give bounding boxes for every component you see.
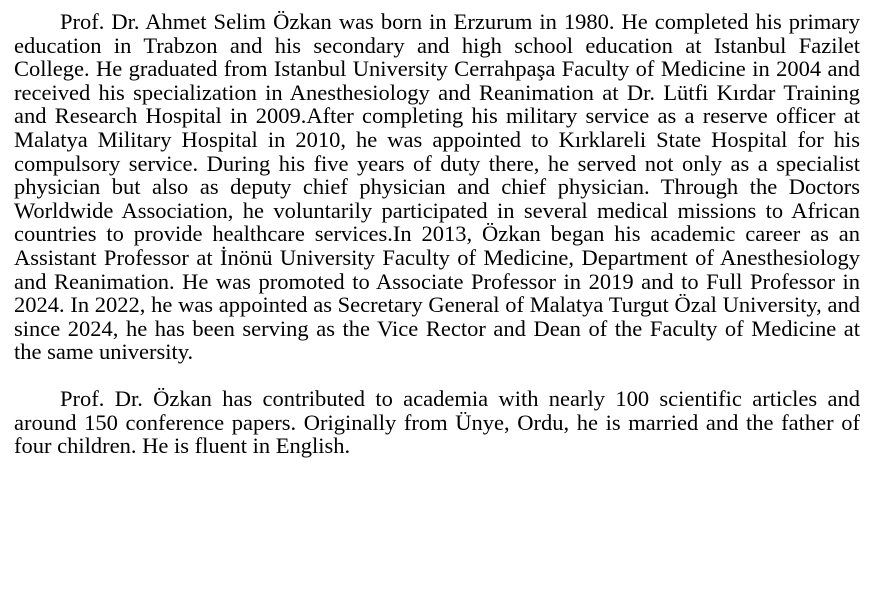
biography-paragraph-personal: Prof. Dr. Özkan has contributed to academia with nearly 100 scientific articles and around 150 conference papers. Originally from Ünye, Ordu, he is married and the father of four children. He is fluent in English. <box>14 385 860 459</box>
biography-text <box>14 10 860 458</box>
biography-paragraph-career: Prof. Dr. Ahmet Selim Özkan was born in Erzurum in 1980. He completed his primary education in Trabzon and his secondary and high school education at Istanbul Fazilet College. He graduated from Istanbul University Cerrahpaşa Faculty of Medicine in 2004 and received his specialization in Anesthesiology and Reanimation at Dr. Lütfi Kırdar Training and Research Hospital in 2009.After completing his military service as a reserve officer at Malatya Military Hospital in 2010, he was appointed to Kırklareli State Hospital for his compulsory service. During his five years of duty there, he served not only as a specialist physician but also as deputy chief physician and chief physician. Through the Doctors Worldwide Association, he voluntarily participated in several medical missions to African countries to provide healthcare services.In 2013, Özkan began his academic career as an Assistant Professor at İnönü University Faculty of Medicine, Department of Anesthesiology and Reanimation. He was promoted to Associate Professor in 2019 and to Full Professor in 2024. In 2022, he was appointed as Secretary General of Malatya Turgut Özal University, and since 2024, he has been serving as the Vice Rector and Dean of the Faculty of Medicine at the same university. <box>14 9 860 365</box>
